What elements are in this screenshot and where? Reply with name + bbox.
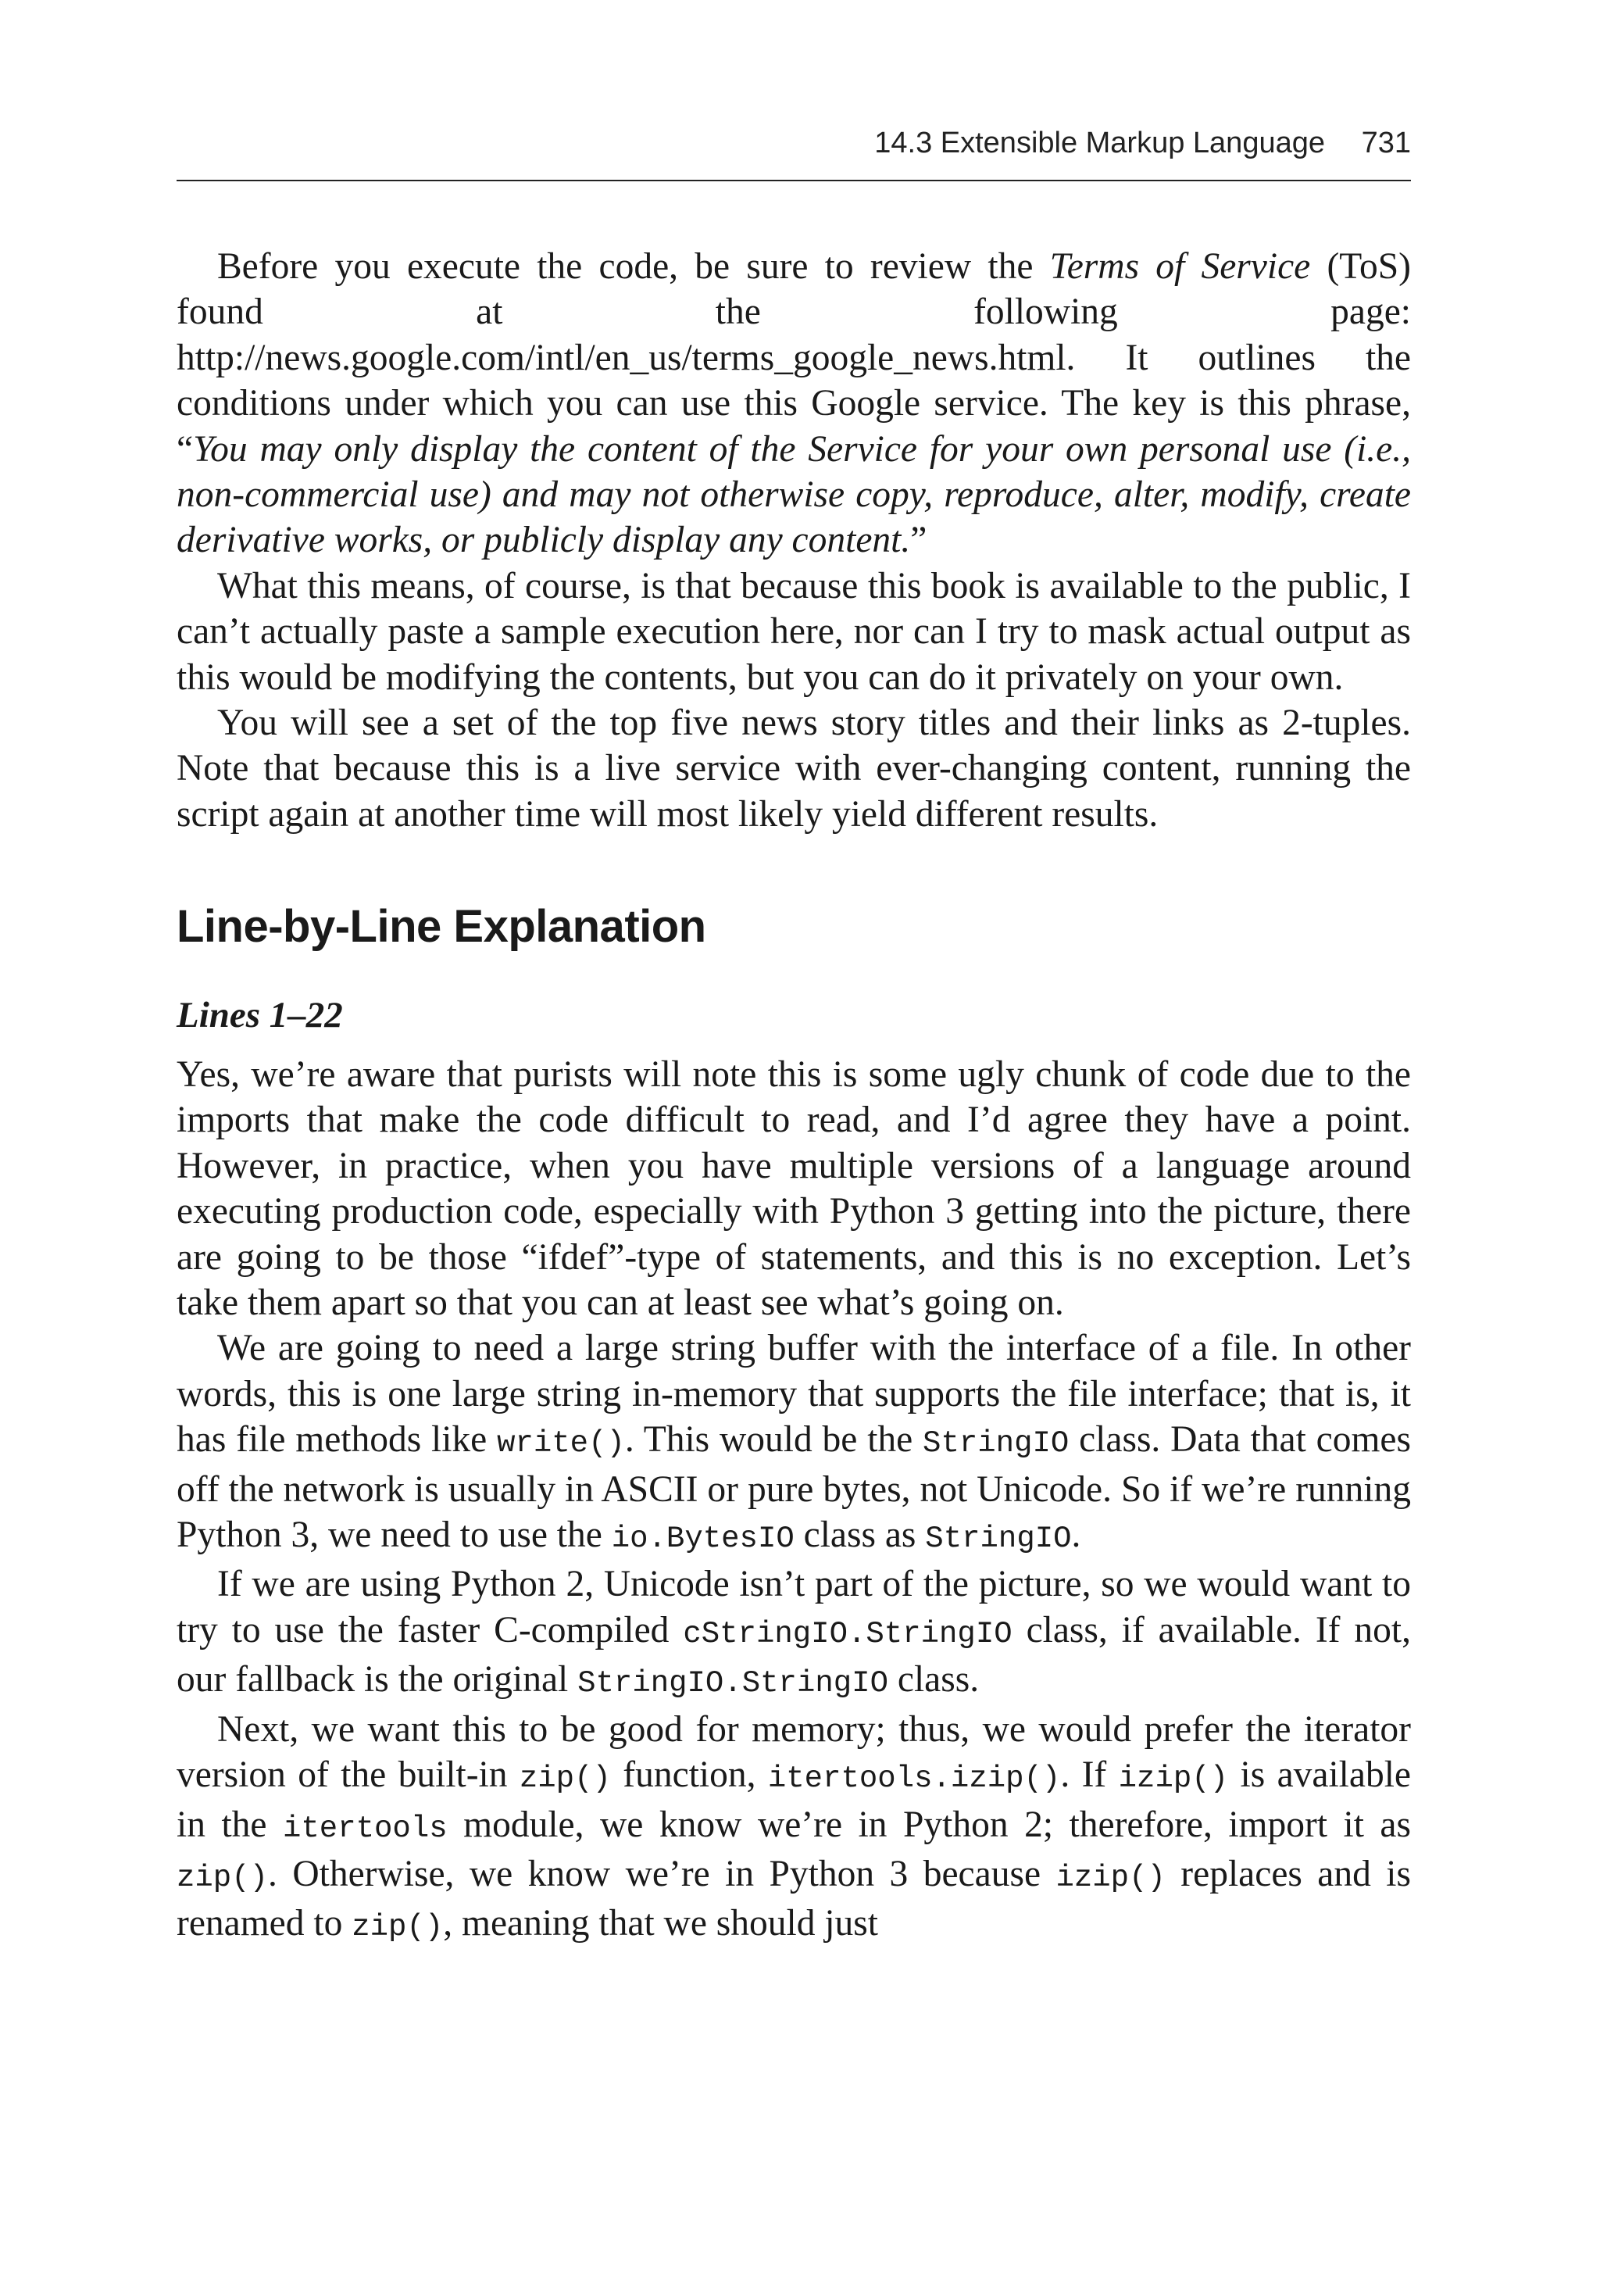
header-page-number: 731 bbox=[1361, 127, 1411, 159]
explanation-text bbox=[177, 1052, 1411, 1951]
paragraph-imports: Yes, we’re aware that purists will note this is some ugly chunk of code due to the imports that make the code difficult to read, and I’d agree they have a point. However, in practice, when you have multiple versions of a language around executing production code, especially with Python 3 getting into the picture, there are going to be those “ifdef”-type of statements, and this is no exception. Let’s take them apart so that you can at least see what’s going on. bbox=[177, 1054, 1411, 1324]
paragraph-meaning: What this means, of course, is that because this book is available to the public, I can’t actually paste a sample execution here, nor can I try to mask actual output as this would be modifying the contents, but you can do it privately on your own. bbox=[177, 565, 1411, 698]
running-header bbox=[177, 117, 1411, 181]
paragraph-python2: If we are using Python 2, Unicode isn’t part of the picture, so we would want to try to use the faster C-compiled cStringIO.StringIO class, if available. If not, our fallback is the original StringIO.StringIO class. bbox=[177, 1564, 1411, 1701]
section-heading: Line-by-Line Explanation bbox=[177, 901, 706, 952]
intro-text bbox=[177, 244, 1411, 837]
tos-term: Terms of Service bbox=[1049, 246, 1311, 287]
paragraph-zip: Next, we want this to be good for memory; thus, we would prefer the iterator version of the built-in zip() function, itertools.izip(). If izip() is available in the itertools module, we know we’re in Python 2; therefore, import it as zip(). Otherwise, we know we’re in Python 3 because izip() replaces and is renamed to zip(), meaning that we should just bbox=[177, 1708, 1411, 1945]
paragraph-string-buffer: We are going to need a large string buffer with the interface of a file. In other words, this is one large string in-memory that supports the file interface; that is, it has file methods like write(). This would be the StringIO class. Data that comes off the network is usually in ASCII or pure bytes, not Unicode. So if we’re running Python 3, we need to use the io.BytesIO class as StringIO. bbox=[177, 1328, 1411, 1557]
header-section-title: 14.3 Extensible Markup Language bbox=[874, 127, 1325, 159]
paragraph-tos: Before you execute the code, be sure to review the Terms of Service (ToS) found at the following page: http://news.google.com/intl/en_us/terms_google_news.html. It outlines the conditions under which you can use this Google service. The key is this phrase, “You may only display the content of the Service for your own personal use (i.e., non-commercial use) and may not otherwise copy, reproduce, alter, modify, create derivative works, or publicly display any content.” bbox=[177, 246, 1411, 561]
subsection-heading: Lines 1–22 bbox=[177, 995, 343, 1035]
paragraph-results: You will see a set of the top five news story titles and their links as 2-tuples. Note that because this is a live service with ever-changing content, running the script again at another time will most likely yield different results. bbox=[177, 703, 1411, 835]
tos-quote: You may only display the content of the Service for your own personal use (i.e., non-commercial use) and may not otherwise copy, reproduce, alter, modify, create derivative works, or publicly display any content. bbox=[177, 428, 1411, 561]
